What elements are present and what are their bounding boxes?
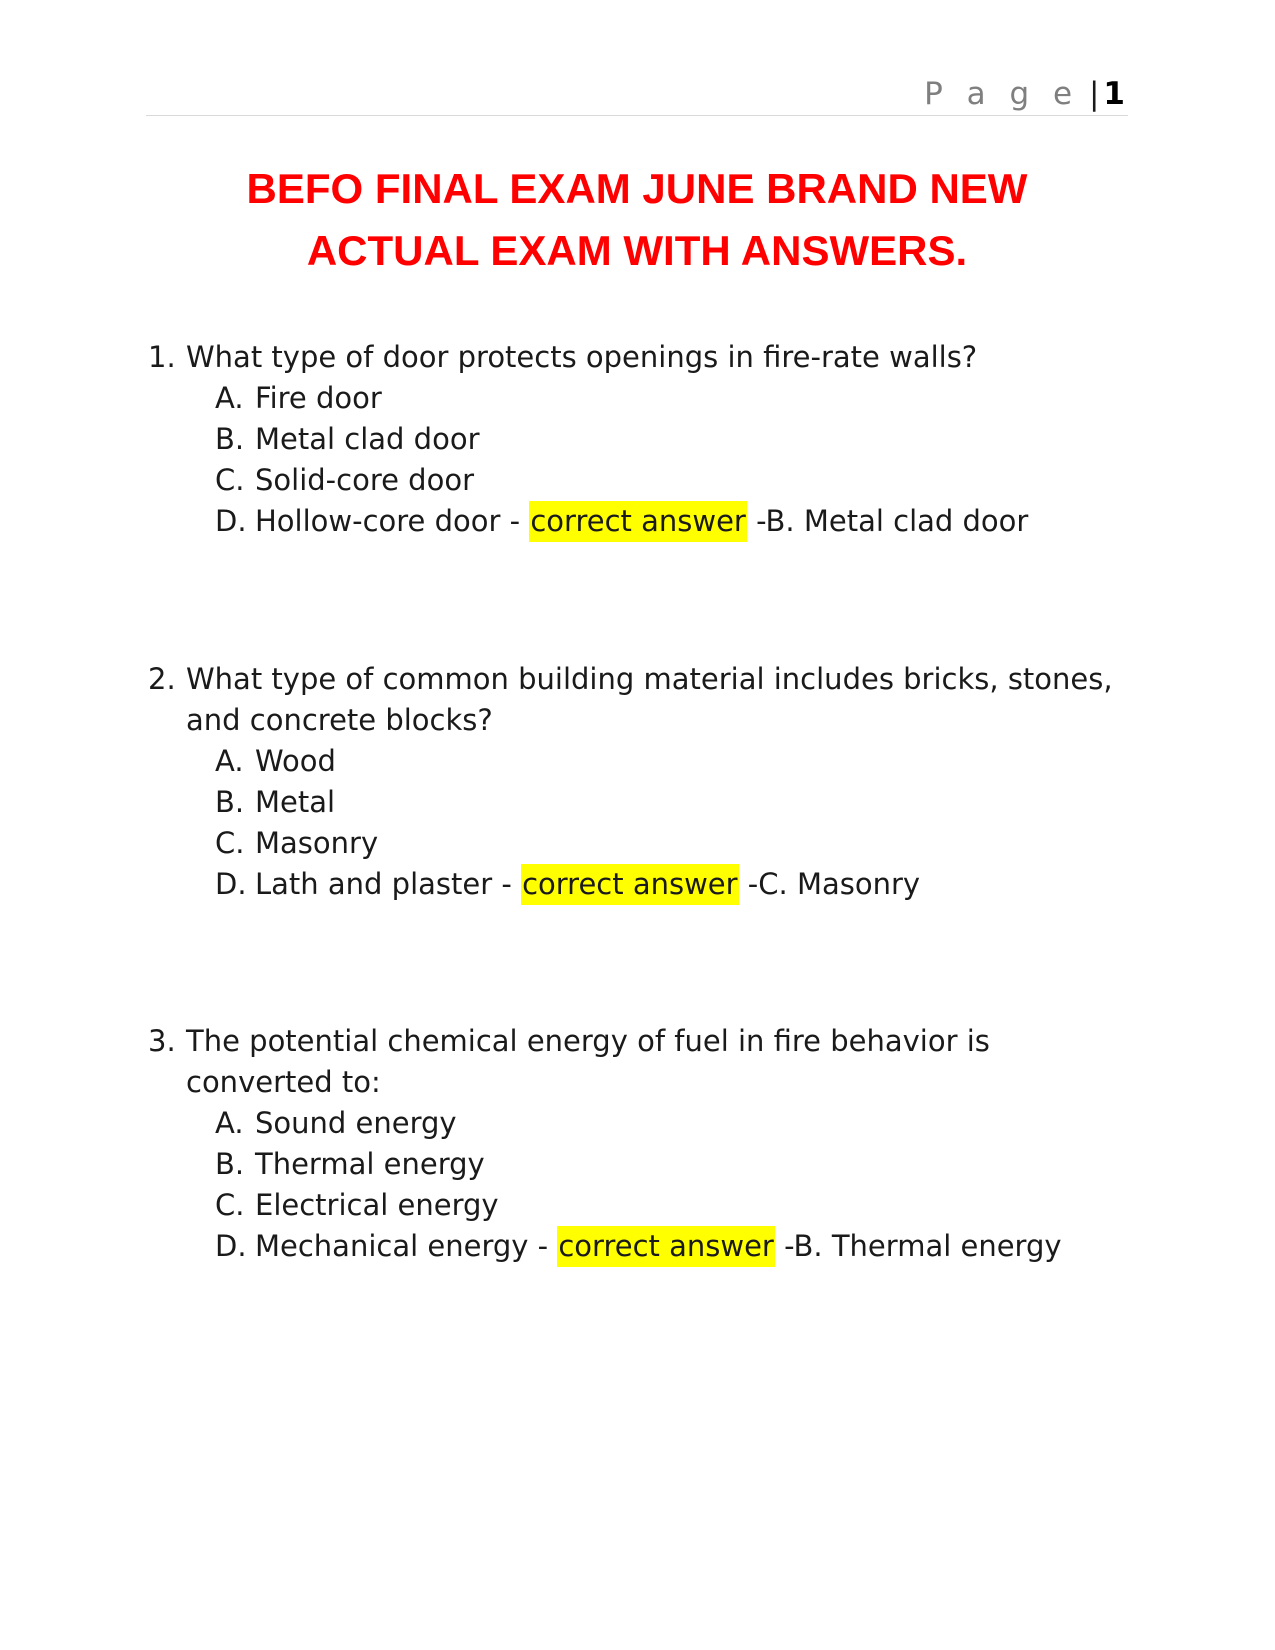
option-text: Metal clad door <box>255 422 480 456</box>
question-text: What type of common building material includes bricks, stones, <box>186 662 1113 696</box>
option-letter: D. <box>215 504 247 538</box>
option-text: Wood <box>255 744 336 778</box>
header-divider <box>146 115 1128 116</box>
answer-value: -B. Metal clad door <box>746 504 1029 538</box>
option-d <box>148 1226 1138 1267</box>
option-a <box>148 741 1138 782</box>
question-text: The potential chemical energy of fuel in fire behavior is <box>186 1024 990 1058</box>
correct-answer-highlight: correct answer <box>557 1226 775 1267</box>
correct-answer-highlight: correct answer <box>529 501 747 542</box>
option-text: Fire door <box>255 381 382 415</box>
correct-answer-highlight: correct answer <box>521 864 739 905</box>
option-letter: B. <box>215 422 245 456</box>
question-3 <box>148 1021 1138 1267</box>
question-stem <box>148 337 1138 378</box>
question-stem <box>148 659 1138 700</box>
page-label: P a g e <box>924 76 1080 112</box>
option-letter: A. <box>215 744 244 778</box>
option-text: Electrical energy <box>255 1188 499 1222</box>
question-number: 3. <box>148 1024 176 1058</box>
option-letter: B. <box>215 785 245 819</box>
question-text-continued: converted to: <box>186 1065 381 1099</box>
question-text: What type of door protects openings in fire-rate walls? <box>186 340 978 374</box>
option-a <box>148 1103 1138 1144</box>
option-text: Metal <box>255 785 336 819</box>
option-b <box>148 1144 1138 1185</box>
option-c <box>148 460 1138 501</box>
option-letter: A. <box>215 1106 244 1140</box>
page-number: 1 <box>1103 76 1125 112</box>
question-number: 1. <box>148 340 176 374</box>
document-title <box>146 158 1128 282</box>
title-line-1: BEFO FINAL EXAM JUNE BRAND NEW <box>246 165 1028 212</box>
option-d <box>148 501 1138 542</box>
page-separator: | <box>1088 76 1100 112</box>
option-letter: A. <box>215 381 244 415</box>
question-1 <box>148 337 1138 542</box>
question-2 <box>148 659 1138 905</box>
question-number: 2. <box>148 662 176 696</box>
question-stem <box>148 1021 1138 1062</box>
option-d <box>148 864 1138 905</box>
option-a <box>148 378 1138 419</box>
option-text: Lath and plaster - <box>255 867 522 901</box>
option-letter: C. <box>215 1188 245 1222</box>
option-b <box>148 419 1138 460</box>
option-letter: B. <box>215 1147 245 1181</box>
question-text-continued: and concrete blocks? <box>186 703 493 737</box>
option-text: Thermal energy <box>255 1147 485 1181</box>
option-letter: C. <box>215 463 245 497</box>
option-text: Mechanical energy - <box>255 1229 558 1263</box>
option-letter: D. <box>215 867 247 901</box>
option-letter: C. <box>215 826 245 860</box>
page-header <box>924 74 1125 114</box>
answer-value: -B. Thermal energy <box>774 1229 1062 1263</box>
title-line-2: ACTUAL EXAM WITH ANSWERS. <box>306 227 968 274</box>
option-letter: D. <box>215 1229 247 1263</box>
option-text: Hollow-core door - <box>255 504 530 538</box>
option-text: Solid-core door <box>255 463 474 497</box>
option-text: Masonry <box>255 826 379 860</box>
answer-value: -C. Masonry <box>738 867 921 901</box>
option-c <box>148 823 1138 864</box>
option-text: Sound energy <box>255 1106 457 1140</box>
option-c <box>148 1185 1138 1226</box>
option-b <box>148 782 1138 823</box>
